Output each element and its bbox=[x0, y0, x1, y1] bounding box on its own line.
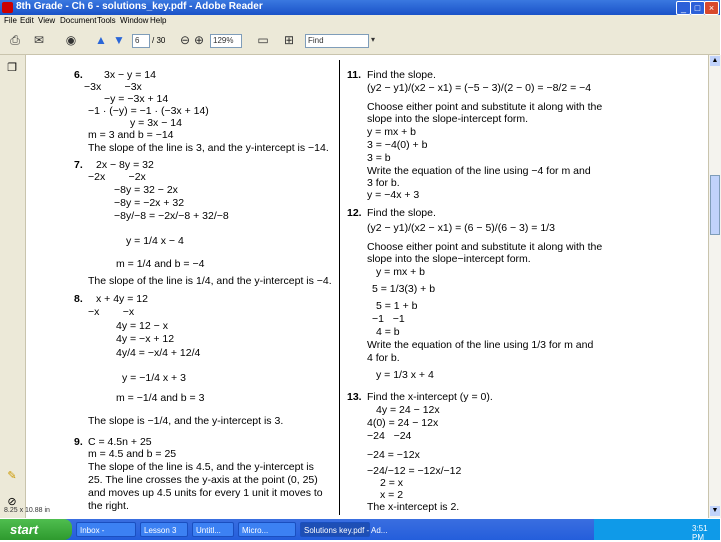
math-line: m = 3 and b = −14 bbox=[88, 129, 174, 141]
page-size-status: 8.25 x 10.88 in bbox=[4, 507, 50, 514]
math-line: the right. bbox=[88, 500, 129, 512]
math-line: 3 for b. bbox=[367, 177, 400, 189]
clock: 3:51 PM bbox=[692, 524, 708, 542]
find-input[interactable]: Find bbox=[305, 34, 369, 48]
math-line: Write the equation of the line using −4 for m and bbox=[367, 165, 591, 177]
scroll-up-icon[interactable]: ▲ bbox=[711, 57, 719, 64]
next-page-icon[interactable]: ▼ bbox=[113, 33, 125, 47]
fit-page-icon[interactable]: ▭ bbox=[257, 33, 269, 47]
taskbar-item[interactable]: Inbox - bbox=[76, 522, 136, 537]
math-line: y = mx + b bbox=[367, 126, 417, 138]
toolbar bbox=[0, 27, 720, 55]
math-line: 4 = b bbox=[376, 326, 400, 338]
problem-number: 13. bbox=[347, 391, 362, 403]
math-line: The slope of the line is 1/4, and the y-intercept is −4. bbox=[88, 275, 332, 287]
scroll-down-icon[interactable]: ▼ bbox=[711, 507, 719, 514]
math-line: −24 −24 bbox=[367, 430, 412, 442]
taskbar-item[interactable]: Untitl... bbox=[192, 522, 234, 537]
problem-number: 8. bbox=[74, 293, 83, 305]
problem-number: 9. bbox=[74, 436, 83, 448]
menu-view[interactable]: View bbox=[38, 16, 56, 25]
math-line: x + 4y = 12 bbox=[96, 293, 148, 305]
start-button[interactable]: start bbox=[0, 519, 72, 540]
math-line: 4(0) = 24 − 12x bbox=[367, 417, 439, 429]
math-line: The slope of the line is 4.5, and the y-intercept is bbox=[88, 461, 314, 473]
math-line: (y2 − y1)/(x2 − x1) = (6 − 5)/(6 − 3) = 1/3 bbox=[367, 222, 555, 234]
math-line: The slope of the line is 3, and the y-intercept is −14. bbox=[88, 142, 329, 154]
math-line: 4y = 24 − 12x bbox=[376, 404, 440, 416]
math-line: Write the equation of the line using 1/3 for m and bbox=[367, 339, 594, 351]
taskbar-item-active[interactable]: Solutions key.pdf - Ad... bbox=[300, 522, 370, 537]
pages-icon[interactable]: ❐ bbox=[7, 62, 17, 74]
math-line: m = 4.5 and b = 25 bbox=[88, 448, 177, 460]
math-line: y = 1/3 x + 4 bbox=[376, 369, 434, 381]
scroll-thumb[interactable] bbox=[710, 175, 720, 235]
column-divider bbox=[339, 60, 340, 515]
math-line: −1 −1 bbox=[372, 313, 405, 325]
comments-icon[interactable]: ✎ bbox=[7, 470, 17, 482]
adobe-reader-icon bbox=[2, 2, 13, 13]
close-button[interactable]: × bbox=[704, 1, 719, 15]
zoom-in-icon[interactable]: ⊕ bbox=[193, 33, 205, 47]
window-title: 8th Grade - Ch 6 - solutions_key.pdf - Adobe Reader bbox=[16, 1, 263, 12]
math-line: 4 for b. bbox=[367, 352, 400, 364]
vertical-scrollbar[interactable] bbox=[708, 55, 721, 518]
problem-number: 7. bbox=[74, 159, 83, 171]
math-line: Find the x-intercept (y = 0). bbox=[367, 391, 493, 403]
math-line: m = 1/4 and b = −4 bbox=[116, 258, 205, 270]
menu-file[interactable]: File bbox=[4, 16, 17, 25]
math-line: 3 = −4(0) + b bbox=[367, 139, 428, 151]
math-line: 3 = b bbox=[367, 152, 391, 164]
math-line: and moves up 4.5 units for every 1 unit it moves to bbox=[88, 487, 323, 499]
menu-tools[interactable]: Tools bbox=[97, 16, 116, 25]
menu-edit[interactable]: Edit bbox=[20, 16, 34, 25]
problem-number: 12. bbox=[347, 207, 362, 219]
minimize-button[interactable]: _ bbox=[676, 1, 691, 15]
menu-document[interactable]: Document bbox=[60, 16, 97, 25]
print-icon[interactable]: ⎙ bbox=[10, 33, 20, 47]
math-line: y = mx + b bbox=[376, 266, 426, 278]
math-line: −1 · (−y) = −1 · (−3x + 14) bbox=[88, 105, 209, 117]
math-line: 5 = 1 + b bbox=[376, 300, 418, 312]
math-line: 5 = 1/3(3) + b bbox=[372, 283, 436, 295]
math-line: y = −4x + 3 bbox=[367, 189, 420, 201]
math-line: −2x −2x bbox=[88, 171, 146, 183]
math-line: m = −1/4 and b = 3 bbox=[116, 392, 205, 404]
taskbar-item[interactable]: Lesson 3 bbox=[140, 522, 188, 537]
title-bar bbox=[0, 0, 720, 15]
math-line: 25. The line crosses the y-axis at the point (0, 25) bbox=[88, 474, 318, 486]
math-line: y = 1/4 x − 4 bbox=[126, 235, 184, 247]
math-line: C = 4.5n + 25 bbox=[88, 436, 152, 448]
maximize-button[interactable]: □ bbox=[690, 1, 705, 15]
math-line: 2 = x bbox=[380, 477, 404, 489]
math-line: 2x − 8y = 32 bbox=[96, 159, 154, 171]
math-line: 4y/4 = −x/4 + 12/4 bbox=[116, 347, 201, 359]
math-line: −x −x bbox=[88, 306, 135, 318]
math-line: −8y = 32 − 2x bbox=[114, 184, 178, 196]
taskbar bbox=[0, 519, 720, 540]
previous-page-icon[interactable]: ▲ bbox=[95, 33, 107, 47]
math-line: 4y = 12 − x bbox=[116, 320, 168, 332]
attachments-icon[interactable]: ⊘ bbox=[7, 496, 17, 508]
math-line: 3x − y = 14 bbox=[104, 69, 156, 81]
find-dropdown-icon[interactable]: ▾ bbox=[370, 35, 375, 44]
page-number-input[interactable]: 6 bbox=[132, 34, 150, 48]
math-line: −8y = −2x + 32 bbox=[114, 197, 185, 209]
math-line: −3x −3x bbox=[84, 81, 142, 93]
email-icon[interactable]: ✉ bbox=[33, 33, 45, 47]
math-line: x = 2 bbox=[380, 489, 404, 501]
math-line: y = 3x − 14 bbox=[130, 117, 182, 129]
math-line: −8y/−8 = −2x/−8 + 32/−8 bbox=[114, 210, 229, 222]
page-total: / 30 bbox=[152, 36, 166, 45]
math-line: −24 = −12x bbox=[367, 449, 420, 461]
menu-bar bbox=[0, 15, 720, 27]
document-page bbox=[32, 55, 704, 518]
math-line: slope into the slope−intercept form. bbox=[367, 253, 531, 265]
collaborate-icon[interactable]: ◉ bbox=[65, 33, 77, 47]
math-line: y = −1/4 x + 3 bbox=[122, 372, 186, 384]
math-line: Find the slope. bbox=[367, 69, 436, 81]
math-line: The slope is −1/4, and the y-intercept is 3. bbox=[88, 415, 284, 427]
math-line: Choose either point and substitute it along with the bbox=[367, 241, 603, 253]
math-line: −y = −3x + 14 bbox=[104, 93, 169, 105]
math-line: The x-intercept is 2. bbox=[367, 501, 460, 513]
math-line: (y2 − y1)/(x2 − x1) = (−5 − 3)/(2 − 0) = −8/2 = −4 bbox=[367, 82, 592, 94]
problem-number: 6. bbox=[74, 69, 83, 81]
math-line: Find the slope. bbox=[367, 207, 436, 219]
math-line: 4y = −x + 12 bbox=[116, 333, 175, 345]
menu-window[interactable]: Window bbox=[120, 16, 149, 25]
math-line: slope into the slope-intercept form. bbox=[367, 113, 529, 125]
taskbar-item[interactable]: Micro... bbox=[238, 522, 296, 537]
fit-width-icon[interactable]: ⊞ bbox=[283, 33, 295, 47]
zoom-out-icon[interactable]: ⊖ bbox=[179, 33, 191, 47]
math-line: Choose either point and substitute it along with the bbox=[367, 101, 603, 113]
math-line: −24/−12 = −12x/−12 bbox=[367, 465, 462, 477]
zoom-level-input[interactable]: 129% bbox=[210, 34, 242, 48]
navigation-panel bbox=[0, 55, 26, 518]
system-tray bbox=[594, 519, 720, 540]
problem-number: 11. bbox=[347, 69, 362, 81]
menu-help[interactable]: Help bbox=[150, 16, 167, 25]
